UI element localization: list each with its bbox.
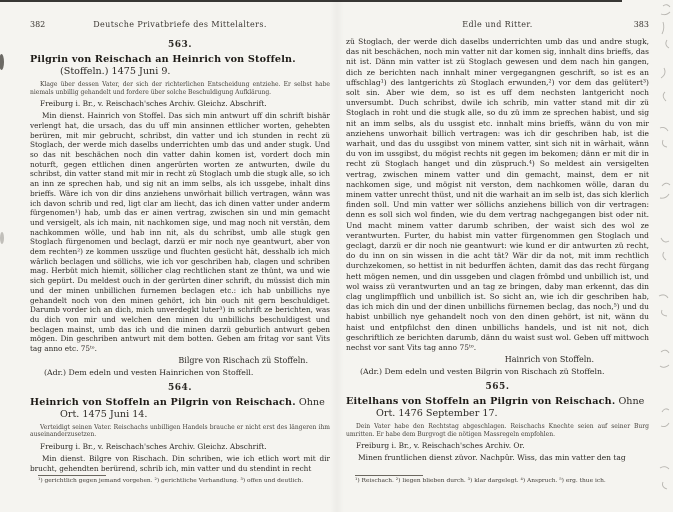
letter-563-signature: Bilgre von Rischach zü Stoffeln. — [178, 355, 308, 365]
letter-563-body: Min dienst. Hainrich von Stoffel. Das sich min antwurt uff din schrift bishär verlengt hat, die ursach, das du uff min ansinnen ettlicher worten, gehebten berüren, mit mir gebrucht, schribst, din vatter und ich stunden in recht zü Stoglach, der werde mich daselbs underrichten umb das und ander stugk. Und so das nit beschächen noch din vatter dahin komen ist, vordert doch min noturft, gegen ettlichen dinen angerürten worten ze antwurten, dwile du schribst, din vatter stand mit mir in recht zü Stoglach umb die stugk alle, so ich an inn ze sprechen hab, und sig nit an imm selbs, als ich ussgebe, inhalt dins brieffs. Wäre ich von dir dins anziehens unwörhait billich vertragen, wänn was ich davon schrib und red, ligt clar am liecht, das ich dinen vatter under anderm fürgenomen¹) hab, umb das er ainen vertrag, zwischen sin und min gemacht und versigelt, als ich main, nit nachkomen sige, und mag noch nit verstân, dem nachkommen wölle, und hab inn nit, als du schribst, umb alle stugk gen Stoglach fürgenomen und beclagt, darzü er mir noch nye geantwurt, aber von dem rechten²) ze kommen usszüge und fluchten gesücht hât, desshalb ich mich wârlich beclagen und söllichs, wie ich vor geschriben hab, clagen und schriben mag. Herbüt mich hiemit, söllicher clag rechtlichen stant ze thünt, wa und wie sich gepürt. Du meldest ouch in der gerürten diner schrift, du müssist dich min und der minen unbillichen furnemen beclagen etc.: ich hab unbillichs nye gehandelt noch von den minen gehört, ich bin ouch nit gern beschuldiget. Darumb vorder ich an dich, mich unverdegkt luter³) in schrift ze berichten, was du dich von mir und welchen den minen du unbillichs beschuldigest und beclagen mainst, umb das ich und die minen darzü geburlich antwurt geben mögen. Din geschriben antwurt mit dem botten. Geben am fritag vor sant Vits tag anno etc. 75ᵗᵒ. — [30, 111, 330, 354]
letter-564-title — [30, 397, 330, 421]
page-383 — [337, 0, 673, 512]
footnote-rule-left — [38, 475, 106, 476]
letter-565-regest: Dein Vater habe den Rechtstag abgeschlagen. Reischachs Knechte seien auf seiner Burg umritten. Er habe dem Burgvogt die nötigen Massregeln empfohlen. — [346, 423, 649, 438]
letter-565-source: Freiburg i. Br., v. Reischach'sches Archiv. Or. — [356, 441, 525, 451]
running-head-left — [30, 20, 330, 34]
letter-565-title-names: Eitelhans von Stoffeln an Pilgrin von Reischach. — [346, 396, 616, 408]
letter-564-title-names: Heinrich von Stoffeln an Pilgrin von Reischach. — [30, 396, 296, 408]
footnote-text-right: ¹) Reischach. ²) liegen blieben durch. ³) klar dargelegt. ⁴) Anspruch. ⁵) erg. thue ich. — [355, 478, 606, 484]
running-head-title-left: Deutsche Privatbriefe des Mittelalters. — [93, 20, 267, 29]
running-head-title-right: Edle und Ritter. — [462, 20, 533, 29]
letter-564-regest: Verteidigt seinen Vater. Reischachs unbilligen Handels brauche er nicht erst des längeren ihm auseinanderzusetzen. — [30, 423, 330, 439]
page-number-right: 383 — [633, 20, 649, 29]
page-number-left: 382 — [30, 20, 46, 29]
letter-564-title-date: Ohne Ort. 1475 Juni 14. — [60, 396, 325, 420]
footnote-rule-right — [355, 475, 423, 476]
letter-563-address: (Adr.) Dem edeln und vesten Hainrichen von Stoffell. — [44, 367, 254, 377]
letter-565-title — [346, 396, 649, 420]
letter-564-address: (Adr.) Dem edeln und vesten Bilgrin von Rischach zü Stoffeln. — [360, 367, 605, 377]
letter-563-title-names: Pilgrin von Reischach an Heinrich von Stoffeln. — [30, 54, 296, 65]
footnotes-right — [355, 475, 647, 485]
letter-563-title — [30, 54, 330, 78]
letter-565-body-begin: Minen fruntlichen dienst züvor. Nachpûr. Wiss, das min vatter den tag — [358, 453, 626, 463]
letter-563-regest: Klage über dessen Vater, der sich der richterlichen Entscheidung entziehe. Er selbst habe niemals unbillig gehandelt und fordere über solche Beschuldigung Aufklärung. — [30, 81, 330, 96]
letter-563-source: Freiburg i. Br., v. Reischach'sches Archiv. Gleichz. Abschrift. — [40, 99, 267, 109]
footnotes-left — [38, 475, 327, 485]
footnote-text-left: ¹) gerichtlich gegen jemand vorgehen. ²) gerichtliche Verhandlung. ³) offen und deutlich. — [38, 478, 304, 484]
letter-564-signature: Hainrich von Stoffeln. — [504, 355, 594, 365]
letter-565-number: 565. — [485, 382, 510, 393]
running-head-right — [346, 20, 649, 34]
letter-564-body-begin: Min dienst. Bilgre von Rischach. Din schriben, wie ich etlich wort mit dir brucht, gehendten berürend, schrib ich, min vatter und du stendint in recht — [30, 453, 330, 473]
letter-564-number: 564. — [168, 382, 192, 393]
letter-564-source: Freiburg i. Br., v. Reischach'sches Archiv. Gleichz. Abschrift. — [40, 441, 267, 451]
letter-563-number: 563. — [168, 40, 192, 50]
letter-563-title-date: (Stoffeln.) 1475 Juni 9. — [60, 66, 171, 77]
letter-565-title-date: Ohne Ort. 1476 September 17. — [376, 396, 645, 420]
letter-564-continuation: zü Stoglach, der werde dich daselbs underrichten umb das und andre stugk, das nit beschächen, noch min vatter nit dar komen sig, innhalt dins brieffs, das nit ist. Dänn min vatter ist zü Stoglach gewesen und dem nach hin gangen, dich ze berichten nach innhalt miner vergegangnen geschrift, so ist es an uffschlag¹) des lantgerichts zü Stoglach erwunden,²) vor dem das gelütert³) solt sin. Aber wie dem, so ist es uff dem nechsten lantgericht noch unversumbt. Duch schribst, dwile ich schrib, min vatter stand mit dir zü Stoglach in roht und die stugk alle, so du zü imm ze sprechen habist, und sig nit an imm selbs, als du ussgist etc. innhalt mins brieffs, wänn du von mir anziehens unworhait billich vertragen: was ich dir geschriben hab, ist die warhait, und das du ussgibst von minem vatter, sint sich nit in wârhait, wänn du von im ussgibst, du mögist rechts nit gegen im bekomen; dänn er mit dir in recht zü Stoglach hanget und din züspruch.⁴) So meldest ain versigelten vertrag, zwischen minem vatter und din gemacht, mainst, dem er nit nachkomen sige, und mögist nit verston, dem nachkomen wölle, daran du minem vatter unrecht thüst, und nit die warhait an im selb ist, das sich klerlich finden soll. Und min vatter wer söllichs anziehens billich von dir vertragen: denn es soll sich wol finden, wie du dem vertrag nachgegangen bist oder nit. Und macht minem vatter darumb schriben, der waist sich des wol ze verantwurten. Furter, du habist min vatter fürgenommen gen Stoglach und geclagt, darzü er dir noch nie geantwurt: wie kund er dir antwurten zü recht, do du inn on sin wissen in die acht tät? Wär dir da not, mit imm rechtlich durchzekomen, so hettist in nit bedurffen ächten, damit das das recht fürgang hett mögen nemen, und din ussgeben und clagen frömbd und unbillich ist, und wol waiss zü verantwurten und an tag ze bringen, daby man erkennt, das din clag unglimpfflich und unbillich ist. So sicht an, wie ich dir geschriben hab, das ich mich din und der dinen unbillichs fürnemen beclag, das noch,⁵) und du habist unbillich nye gehandelt noch von den dinen gehört, ist nit, wänn du haist und entpfilchst den dinen unbillichs handels, und ist nit not, dich geschriftlich ze berichten darumb, dänn du waist sust wol. Geben uff mittwoch nechst vor sant Vits tag anno 75ᵗᵒ. — [346, 37, 649, 353]
